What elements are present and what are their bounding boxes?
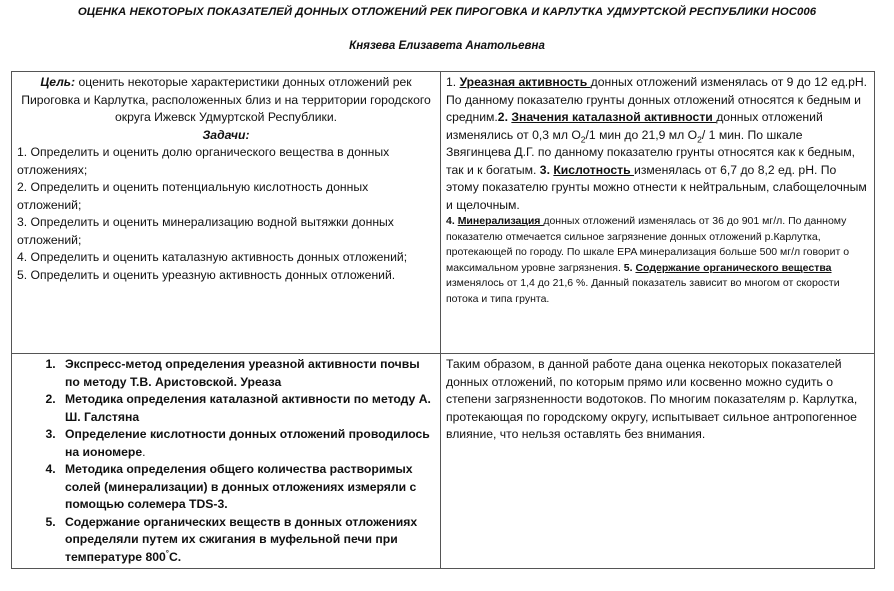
results-block-small <box>446 214 869 308</box>
table-row-bottom <box>12 354 875 569</box>
goal-block <box>17 74 435 127</box>
method-item <box>59 461 435 514</box>
result-number: 1. <box>446 75 460 89</box>
methods-list <box>17 356 435 566</box>
result-number: 5. <box>620 261 636 274</box>
degree-sign: ° <box>165 548 169 558</box>
result-heading-urease: Уреазная активность <box>459 75 591 89</box>
method-text: Определение кислотности донных отложений проводилось на иономере <box>65 427 430 459</box>
task-item: 1. Определить и оценить долю органического вещества в донных отложениях; <box>17 145 390 177</box>
table-row-top <box>12 72 875 354</box>
results-cell <box>441 72 875 354</box>
result-heading-catalase: Значения каталазной активности <box>511 110 717 124</box>
content-table <box>11 71 875 569</box>
task-item: 2. Определить и оценить потенциальную кислотность донных отложений; <box>17 180 369 212</box>
method-tail: . <box>142 444 146 459</box>
result-heading-mineralization: Минерализация <box>457 215 544 227</box>
result-text-mineralization: донных отложений изменялась от 36 до 901 мг/л. По данному показателю отмечается сильное загрязнение донных отложений р.Карлутка, протекающей по городу. По шкале EPA минерализация больше 500 мг/л говорит о максимальном уровне загрязнения. <box>446 215 850 274</box>
conclusion-text: Таким образом, в данной работе дана оценка некоторых показателей донных отложений, по которым прямо или косвенно можно судить о степени загрязненности водотоков. По многим показателям р. Карлутка, протекающая по городскому округу, испытывает сильное антропогенное влияние, что нельзя оставлять без внимания. <box>446 357 858 441</box>
method-item <box>59 426 435 461</box>
task-item: 4. Определить и оценить каталазную активность донных отложений; <box>17 250 408 264</box>
method-text-end: С. <box>168 549 182 564</box>
result-heading-acidity: Кислотность <box>553 162 635 177</box>
tasks-label: Задачи: <box>202 127 250 142</box>
conclusion-cell <box>441 354 875 569</box>
method-text: Содержание органических веществ в донных отложениях определяли путем их сжигания в муфельной печи при температуре 800 <box>65 514 418 564</box>
goal-text: оценить некоторые характеристики донных отложений рек Пироговка и Карлутка, расположенных близ и на территории городского округа Ижевск Удмуртской Республики. <box>21 75 431 124</box>
method-text: Методика определения каталазной активности по методу А. Ш. Галстяна <box>65 392 431 424</box>
subscript: 2 <box>697 133 702 144</box>
method-item <box>59 356 435 391</box>
methods-cell <box>12 354 441 569</box>
result-text-acidity: изменялась от 6,7 до 8,2 ед. рН. По этому показателю грунты можно отнести к нейтральным, слабощелочным и щелочным. <box>446 162 867 212</box>
task-item: 3. Определить и оценить минерализацию водной вытяжки донных отложений; <box>17 215 394 247</box>
method-item <box>59 514 435 567</box>
result-text-catalase: донных отложений изменялись от 0,3 мл О <box>446 110 823 142</box>
result-text-organic: изменялось от 1,4 до 21,6 %. Данный показатель зависит во многом от скорости потока и типа грунта. <box>446 277 840 305</box>
result-heading-organic: Содержание органического вещества <box>635 261 832 274</box>
method-text: Методика определения общего количества растворимых солей (минерализации) в донных отложениях измеряли с помощью солемера TDS-3. <box>65 462 417 511</box>
goal-tasks-cell <box>12 72 441 354</box>
author-name: Князева Елизавета Анатольевна <box>349 40 545 52</box>
results-block-large <box>446 74 869 214</box>
result-text-urease: донных отложений изменялась от 9 до 12 ед.рН. По данному показателю грунты донных отложений относятся к бедным и средним. <box>446 75 868 124</box>
goal-label: Цель: <box>40 75 76 89</box>
subscript: 2 <box>580 133 586 144</box>
page-title: ОЦЕНКА НЕКОТОРЫХ ПОКАЗАТЕЛЕЙ ДОННЫХ ОТЛОЖЕНИЙ РЕК ПИРОГОВКА И КАРЛУТКА УДМУРТСКОЙ РЕСПУБЛИКИ НОС006 <box>77 6 817 18</box>
task-item: 5. Определить и оценить уреазную активность донных отложений. <box>17 267 396 282</box>
method-text: Экспресс-метод определения уреазной активности почвы по методу Т.В. Аристовской. Уреаза <box>65 357 420 389</box>
result-number: 2. <box>497 110 512 124</box>
tasks-list <box>17 144 435 284</box>
method-item <box>59 391 435 426</box>
result-number: 3. <box>539 162 554 177</box>
result-number: 4. <box>446 215 458 227</box>
result-text-catalase: /1 мин до 21,9 мл О <box>585 127 698 142</box>
result-text-catalase: / 1 мин. По шкале Звягинцева Д.Г. по данному показателю грунты относятся как к бедным, так и к богатым. <box>446 127 855 177</box>
